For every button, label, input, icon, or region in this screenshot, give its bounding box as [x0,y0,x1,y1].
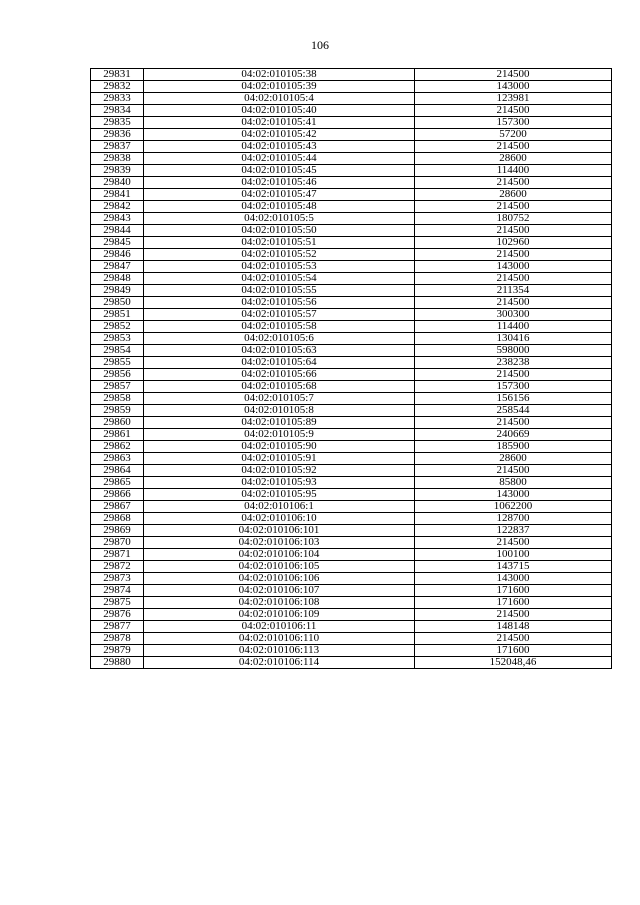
table-row [91,657,612,669]
cadastral-number-cell: 04:02:010106:103 [144,537,415,549]
row-number-cell: 29847 [91,261,144,273]
table-row [91,501,612,513]
table-row [91,609,612,621]
row-number-cell: 29841 [91,189,144,201]
cadastral-number-cell: 04:02:010105:95 [144,489,415,501]
table-row [91,237,612,249]
value-cell: 214500 [415,609,612,621]
row-number-cell: 29842 [91,201,144,213]
table-row [91,321,612,333]
table-row [91,345,612,357]
table-row [91,381,612,393]
table-row [91,513,612,525]
row-number-cell: 29835 [91,117,144,129]
table-row [91,201,612,213]
cadastral-number-cell: 04:02:010105:39 [144,81,415,93]
row-number-cell: 29875 [91,597,144,609]
table-row [91,177,612,189]
row-number-cell: 29849 [91,285,144,297]
row-number-cell: 29868 [91,513,144,525]
cadastral-number-cell: 04:02:010106:113 [144,645,415,657]
cadastral-number-cell: 04:02:010105:66 [144,369,415,381]
value-cell: 85800 [415,477,612,489]
table-row [91,597,612,609]
cadastral-number-cell: 04:02:010105:91 [144,453,415,465]
table-row [91,549,612,561]
value-cell: 171600 [415,645,612,657]
cadastral-number-cell: 04:02:010105:92 [144,465,415,477]
value-cell: 214500 [415,225,612,237]
table-row [91,621,612,633]
value-cell: 180752 [415,213,612,225]
value-cell: 214500 [415,417,612,429]
value-cell: 214500 [415,465,612,477]
row-number-cell: 29838 [91,153,144,165]
table-row [91,393,612,405]
row-number-cell: 29880 [91,657,144,669]
value-cell: 238238 [415,357,612,369]
cadastral-number-cell: 04:02:010105:43 [144,141,415,153]
cadastral-number-cell: 04:02:010105:44 [144,153,415,165]
cadastral-number-cell: 04:02:010105:45 [144,165,415,177]
cadastral-number-cell: 04:02:010106:114 [144,657,415,669]
cadastral-number-cell: 04:02:010106:106 [144,573,415,585]
value-cell: 143000 [415,81,612,93]
value-cell: 214500 [415,177,612,189]
row-number-cell: 29846 [91,249,144,261]
value-cell: 214500 [415,633,612,645]
cadastral-number-cell: 04:02:010105:7 [144,393,415,405]
table-row [91,165,612,177]
table-row [91,261,612,273]
value-cell: 102960 [415,237,612,249]
cadastral-number-cell: 04:02:010105:42 [144,129,415,141]
row-number-cell: 29867 [91,501,144,513]
cadastral-number-cell: 04:02:010106:11 [144,621,415,633]
value-cell: 214500 [415,537,612,549]
row-number-cell: 29836 [91,129,144,141]
cadastral-number-cell: 04:02:010105:55 [144,285,415,297]
value-cell: 128700 [415,513,612,525]
row-number-cell: 29854 [91,345,144,357]
cadastral-number-cell: 04:02:010105:5 [144,213,415,225]
table-row [91,249,612,261]
table-row [91,561,612,573]
value-cell: 214500 [415,273,612,285]
cadastral-number-cell: 04:02:010105:57 [144,309,415,321]
cadastral-number-cell: 04:02:010105:51 [144,237,415,249]
cadastral-number-cell: 04:02:010105:9 [144,429,415,441]
table-row [91,489,612,501]
value-cell: 171600 [415,597,612,609]
value-cell: 156156 [415,393,612,405]
row-number-cell: 29857 [91,381,144,393]
value-cell: 57200 [415,129,612,141]
table-row [91,69,612,81]
value-cell: 130416 [415,333,612,345]
cadastral-number-cell: 04:02:010105:52 [144,249,415,261]
table-row [91,465,612,477]
table-row [91,645,612,657]
value-cell: 143715 [415,561,612,573]
value-cell: 214500 [415,201,612,213]
table-body [91,69,612,669]
cadastral-number-cell: 04:02:010105:90 [144,441,415,453]
table-row [91,369,612,381]
value-cell: 211354 [415,285,612,297]
value-cell: 28600 [415,189,612,201]
value-cell: 114400 [415,165,612,177]
row-number-cell: 29840 [91,177,144,189]
value-cell: 157300 [415,381,612,393]
table-row [91,573,612,585]
row-number-cell: 29877 [91,621,144,633]
cadastral-number-cell: 04:02:010105:41 [144,117,415,129]
cadastral-number-cell: 04:02:010105:6 [144,333,415,345]
table-row [91,93,612,105]
table-row [91,117,612,129]
cadastral-number-cell: 04:02:010106:1 [144,501,415,513]
cadastral-number-cell: 04:02:010105:40 [144,105,415,117]
value-cell: 114400 [415,321,612,333]
row-number-cell: 29866 [91,489,144,501]
row-number-cell: 29869 [91,525,144,537]
cadastral-number-cell: 04:02:010105:63 [144,345,415,357]
value-cell: 214500 [415,69,612,81]
row-number-cell: 29879 [91,645,144,657]
row-number-cell: 29853 [91,333,144,345]
row-number-cell: 29864 [91,465,144,477]
table-row [91,405,612,417]
cadastral-number-cell: 04:02:010105:48 [144,201,415,213]
table-row [91,105,612,117]
row-number-cell: 29865 [91,477,144,489]
value-cell: 100100 [415,549,612,561]
cadastral-number-cell: 04:02:010105:93 [144,477,415,489]
table-row [91,537,612,549]
row-number-cell: 29834 [91,105,144,117]
row-number-cell: 29863 [91,453,144,465]
table-row [91,633,612,645]
cadastral-number-cell: 04:02:010106:109 [144,609,415,621]
row-number-cell: 29873 [91,573,144,585]
row-number-cell: 29855 [91,357,144,369]
cadastral-number-cell: 04:02:010105:68 [144,381,415,393]
cadastral-number-cell: 04:02:010105:54 [144,273,415,285]
cadastral-number-cell: 04:02:010106:107 [144,585,415,597]
value-cell: 214500 [415,249,612,261]
row-number-cell: 29878 [91,633,144,645]
value-cell: 171600 [415,585,612,597]
value-cell: 123981 [415,93,612,105]
cadastral-number-cell: 04:02:010106:105 [144,561,415,573]
table-row [91,357,612,369]
value-cell: 240669 [415,429,612,441]
cadastral-number-cell: 04:02:010106:110 [144,633,415,645]
table-row [91,153,612,165]
table-row [91,453,612,465]
table-row [91,297,612,309]
cadastral-number-cell: 04:02:010105:46 [144,177,415,189]
row-number-cell: 29833 [91,93,144,105]
cadastral-value-table [90,68,612,669]
row-number-cell: 29870 [91,537,144,549]
table-row [91,429,612,441]
row-number-cell: 29871 [91,549,144,561]
table-row [91,417,612,429]
table-row [91,477,612,489]
value-cell: 148148 [415,621,612,633]
value-cell: 143000 [415,261,612,273]
cadastral-number-cell: 04:02:010105:53 [144,261,415,273]
value-cell: 28600 [415,153,612,165]
row-number-cell: 29844 [91,225,144,237]
row-number-cell: 29856 [91,369,144,381]
row-number-cell: 29850 [91,297,144,309]
value-cell: 258544 [415,405,612,417]
value-cell: 152048,46 [415,657,612,669]
cadastral-number-cell: 04:02:010105:89 [144,417,415,429]
row-number-cell: 29859 [91,405,144,417]
row-number-cell: 29843 [91,213,144,225]
table-row [91,129,612,141]
row-number-cell: 29860 [91,417,144,429]
value-cell: 185900 [415,441,612,453]
table-row [91,585,612,597]
value-cell: 214500 [415,369,612,381]
value-cell: 214500 [415,297,612,309]
value-cell: 598000 [415,345,612,357]
cadastral-number-cell: 04:02:010106:10 [144,513,415,525]
table-row [91,81,612,93]
cadastral-number-cell: 04:02:010106:101 [144,525,415,537]
value-cell: 143000 [415,489,612,501]
table-row [91,189,612,201]
table-row [91,225,612,237]
value-cell: 157300 [415,117,612,129]
row-number-cell: 29862 [91,441,144,453]
cadastral-number-cell: 04:02:010105:50 [144,225,415,237]
value-cell: 122837 [415,525,612,537]
row-number-cell: 29848 [91,273,144,285]
table-row [91,273,612,285]
table-row [91,141,612,153]
row-number-cell: 29832 [91,81,144,93]
cadastral-number-cell: 04:02:010105:8 [144,405,415,417]
row-number-cell: 29874 [91,585,144,597]
value-cell: 214500 [415,141,612,153]
row-number-cell: 29852 [91,321,144,333]
table-row [91,213,612,225]
value-cell: 214500 [415,105,612,117]
cadastral-number-cell: 04:02:010106:104 [144,549,415,561]
table-row [91,333,612,345]
row-number-cell: 29831 [91,69,144,81]
row-number-cell: 29851 [91,309,144,321]
page-number: 106 [311,38,329,52]
cadastral-number-cell: 04:02:010105:4 [144,93,415,105]
row-number-cell: 29858 [91,393,144,405]
row-number-cell: 29845 [91,237,144,249]
row-number-cell: 29872 [91,561,144,573]
cadastral-number-cell: 04:02:010105:38 [144,69,415,81]
table-row [91,309,612,321]
cadastral-number-cell: 04:02:010105:64 [144,357,415,369]
cadastral-number-cell: 04:02:010105:47 [144,189,415,201]
cadastral-number-cell: 04:02:010105:56 [144,297,415,309]
row-number-cell: 29876 [91,609,144,621]
table-row [91,285,612,297]
value-cell: 1062200 [415,501,612,513]
row-number-cell: 29837 [91,141,144,153]
value-cell: 28600 [415,453,612,465]
cadastral-number-cell: 04:02:010105:58 [144,321,415,333]
table-row [91,441,612,453]
row-number-cell: 29861 [91,429,144,441]
table-row [91,525,612,537]
row-number-cell: 29839 [91,165,144,177]
cadastral-number-cell: 04:02:010106:108 [144,597,415,609]
value-cell: 143000 [415,573,612,585]
value-cell: 300300 [415,309,612,321]
